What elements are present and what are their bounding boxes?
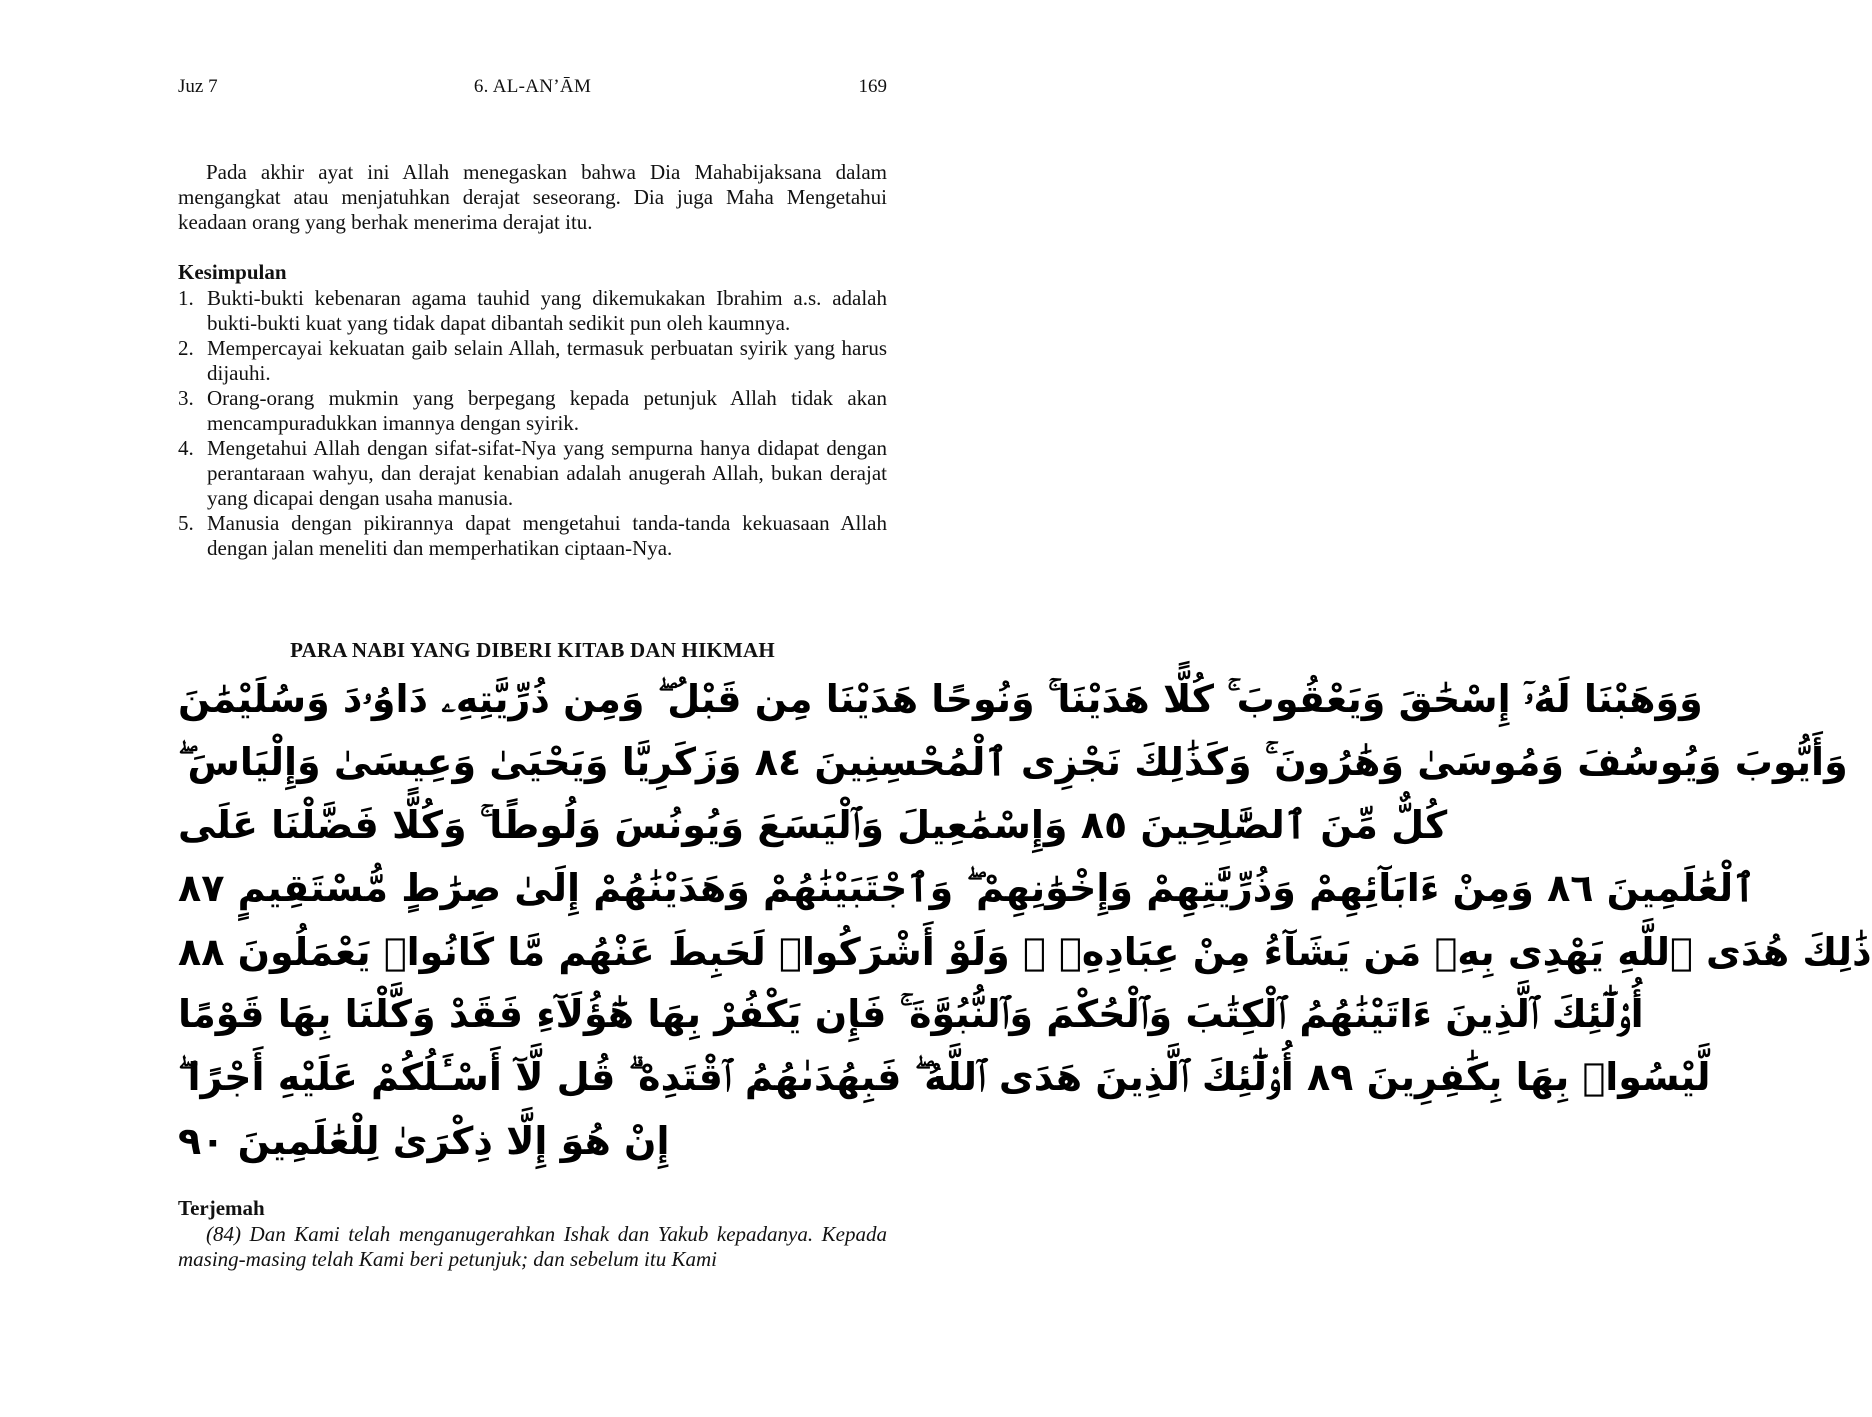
list-item [178,336,887,386]
page-header [178,76,887,102]
list-item-number: 3. [178,386,194,410]
arabic-verses [178,668,1872,1178]
list-item-number: 5. [178,511,194,535]
list-item-number: 4. [178,436,194,460]
arabic-line: لَّيْسُوا۟ بِهَا بِكَٰفِرِينَ ٨٩ أُو۟لَٰٓئِكَ ٱلَّذِينَ هَدَى ٱللَّهُ ۖ فَبِهُدَىٰهُمُ ٱقْتَدِهْ ۗ قُل لَّآ أَسْـَٔلُكُمْ عَلَيْهِ أَجْرًا ۖ [178,1055,1711,1099]
intro-paragraph: Pada akhir ayat ini Allah menegaskan bahwa Dia Mahabijaksana dalam mengangkat atau menjatuhkan derajat seseorang. Dia juga Maha Mengetahui keadaan orang yang berhak menerima derajat itu. [178,160,887,234]
list-item [178,436,887,511]
list-item-text: Orang-orang mukmin yang berpegang kepada petunjuk Allah tidak akan mencampuradukkan imannya dengan syirik. [207,386,887,435]
juz-label: Juz 7 [178,76,218,97]
kesimpulan-heading: Kesimpulan [178,260,287,284]
list-item-text: Bukti-bukti kebenaran agama tauhid yang dikemukakan Ibrahim a.s. adalah bukti-bukti kuat yang tidak dapat dibantah sedikit pun oleh kaumnya. [207,286,887,335]
list-item-number: 1. [178,286,194,310]
arabic-line: أُو۟لَٰٓئِكَ ٱلَّذِينَ ءَاتَيْنَٰهُمُ ٱلْكِتَٰبَ وَٱلْحُكْمَ وَٱلنُّبُوَّةَ ۚ فَإِن يَكْفُرْ بِهَا هَٰٓؤُلَآءِ فَقَدْ وَكَّلْنَا بِهَا قَوْمًا [178,992,1644,1036]
list-item [178,511,887,561]
list-item-text: Mengetahui Allah dengan sifat-sifat-Nya yang sempurna hanya didapat dengan perantaraan wahyu, dan derajat kenabian adalah anugerah Allah, bukan derajat yang dicapai dengan usaha manusia. [207,436,887,510]
arabic-line: ذَٰلِكَ هُدَى ٱللَّهِ يَهْدِى بِهِۦ مَن يَشَآءُ مِنْ عِبَادِهِۦ ۚ وَلَوْ أَشْرَكُوا۟ لَحَبِطَ عَنْهُم مَّا كَانُوا۟ يَعْمَلُونَ ٨٨ [178,929,1872,974]
arabic-line: ٱلْعَٰلَمِينَ ٨٦ وَمِنْ ءَابَآئِهِمْ وَذُرِّيَّٰتِهِمْ وَإِخْوَٰنِهِمْ ۖ وَٱجْتَبَيْنَٰهُمْ وَهَدَيْنَٰهُمْ إِلَىٰ صِرَٰطٍ مُّسْتَقِيمٍ ٨٧ [178,866,1756,910]
surah-title: 6. AL-AN’ĀM [473,76,592,97]
arabic-line: كُلٌّ مِّنَ ٱلصَّٰلِحِينَ ٨٥ وَإِسْمَٰعِيلَ وَٱلْيَسَعَ وَيُونُسَ وَلُوطًا ۚ وَكُلًّا فَضَّلْنَا عَلَى [178,803,1448,847]
section-title: PARA NABI YANG DIBERI KITAB DAN HIKMAH [290,638,775,662]
list-item [178,386,887,436]
translation-text: (84) Dan Kami telah menganugerahkan Ishak dan Yakub kepadanya. Kepada masing-masing telah Kami beri petunjuk; dan sebelum itu Kami [178,1222,887,1271]
list-item-number: 2. [178,336,194,360]
list-item [178,286,887,336]
list-item-text: Manusia dengan pikirannya dapat mengetahui tanda-tanda kekuasaan Allah dengan jalan meneliti dan memperhatikan ciptaan-Nya. [207,511,887,560]
arabic-line: وَوَهَبْنَا لَهُۥٓ إِسْحَٰقَ وَيَعْقُوبَ ۚ كُلًّا هَدَيْنَا ۚ وَنُوحًا هَدَيْنَا مِن قَبْلُ ۖ وَمِن ذُرِّيَّتِهِۦ دَاوُۥدَ وَسُلَيْمَٰنَ [178,677,1703,721]
conclusion-list [178,286,887,561]
terjemah-heading: Terjemah [178,1196,265,1220]
list-item-text: Mempercayai kekuatan gaib selain Allah, termasuk perbuatan syirik yang harus dijauhi. [207,336,887,385]
page-number: 169 [858,76,887,97]
arabic-line: إِنْ هُوَ إِلَّا ذِكْرَىٰ لِلْعَٰلَمِينَ ٩٠ [178,1118,670,1163]
arabic-line: وَأَيُّوبَ وَيُوسُفَ وَمُوسَىٰ وَهَٰرُونَ ۚ وَكَذَٰلِكَ نَجْزِى ٱلْمُحْسِنِينَ ٨٤ وَزَكَرِيَّا وَيَحْيَىٰ وَعِيسَىٰ وَإِلْيَاسَ ۖ [178,740,1848,784]
